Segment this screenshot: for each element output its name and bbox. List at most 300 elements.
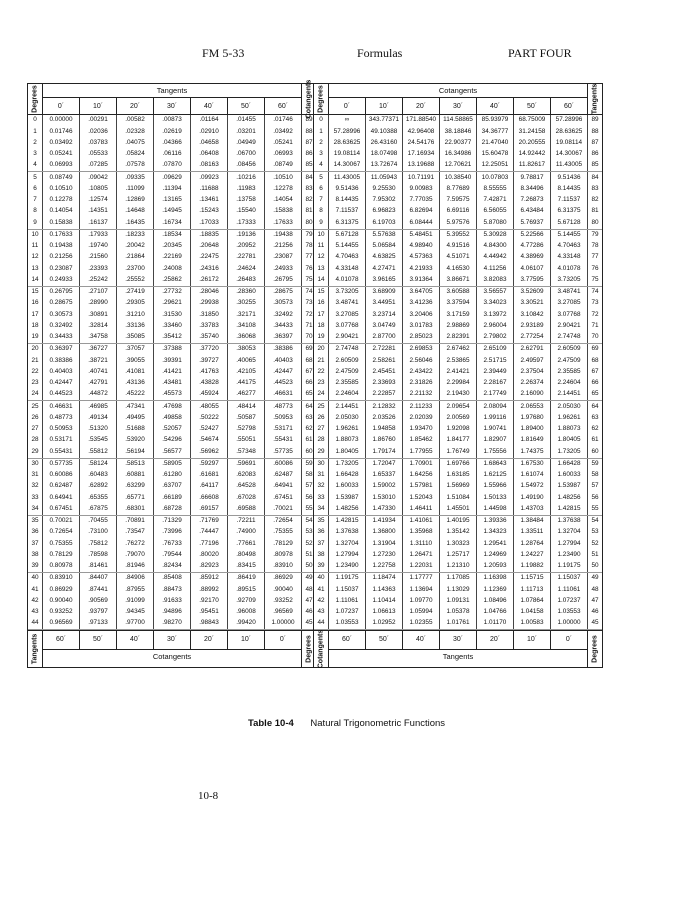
value-cell: 0.26795: [42, 287, 79, 298]
value-cell: 3.34023: [476, 298, 513, 309]
value-cell: 1.26471: [402, 550, 439, 561]
degree-cell: 42: [31, 596, 39, 604]
table-row: [28, 115, 316, 126]
minute-header: 10´: [79, 98, 116, 114]
table-row: [314, 184, 602, 195]
table-row: [28, 435, 316, 446]
value-cell: 4.77286: [513, 241, 550, 252]
value-cell: 0.28675: [42, 298, 79, 309]
value-cell: 8.77689: [439, 184, 476, 195]
degree-cell: 43: [31, 608, 39, 616]
cotangents-side-label: Cotangents: [314, 631, 329, 667]
value-cell: .55812: [79, 446, 116, 457]
table-row: [314, 126, 602, 137]
table-title: Tangents: [43, 84, 301, 98]
value-cell: .45222: [116, 389, 153, 400]
complement-degree-cell: 56: [301, 492, 316, 503]
value-cell: .41081: [116, 367, 153, 378]
table-row: [314, 355, 602, 366]
value-cell: 1.46411: [402, 504, 439, 515]
value-cell: 1.21310: [439, 561, 476, 572]
value-cell: 1.82907: [476, 435, 513, 446]
minute-footer: 30´: [153, 631, 190, 649]
complement-degree-cell: 76: [587, 263, 602, 274]
degree-cell: 31: [31, 471, 39, 479]
value-cell: .60086: [264, 459, 301, 470]
table-row: [314, 298, 602, 309]
value-cell: 0.53171: [42, 435, 79, 446]
value-cell: .01164: [190, 115, 227, 126]
value-cell: .82434: [153, 561, 190, 572]
value-cell: .47341: [116, 401, 153, 412]
value-cell: 1.07237: [328, 607, 365, 618]
table-row: [314, 378, 602, 389]
complement-degree-cell: 55: [301, 504, 316, 515]
degree-cell: 5: [319, 173, 323, 181]
value-cell: 4.01078: [328, 275, 365, 286]
table-row: [28, 230, 316, 241]
value-cell: 3.10842: [513, 309, 550, 320]
value-cell: 1.09770: [402, 596, 439, 607]
degree-cell: 6: [319, 184, 323, 192]
degree-cell: 11: [317, 242, 325, 250]
table-row: [314, 424, 602, 435]
tangents-table-footer: [28, 630, 316, 667]
value-cell: 1.32704: [550, 527, 587, 538]
value-cell: .36727: [79, 344, 116, 355]
value-cell: 1.08496: [476, 596, 513, 607]
value-cell: 2.09654: [439, 401, 476, 412]
value-cell: .13461: [190, 195, 227, 206]
complement-degree-cell: 53: [587, 527, 602, 538]
value-cell: 1.22758: [365, 561, 402, 572]
value-cell: 2.47509: [550, 355, 587, 366]
value-cell: .57348: [227, 446, 264, 457]
value-cell: .20952: [227, 241, 264, 252]
minute-columns-top: [43, 98, 301, 114]
value-cell: 0.00000: [42, 115, 79, 126]
value-cell: .05824: [116, 149, 153, 160]
value-cell: .39391: [153, 355, 190, 366]
complement-degree-cell: 81: [301, 206, 316, 217]
value-cell: .98843: [190, 618, 227, 629]
value-cell: 2.24604: [328, 389, 365, 400]
complement-degree-cell: 88: [587, 126, 602, 137]
degree-cell: 4: [33, 161, 37, 169]
complement-degree-cell: 57: [587, 481, 602, 492]
complement-degree-cell: 58: [587, 470, 602, 481]
value-cell: 2.98869: [439, 321, 476, 332]
value-cell: .30891: [79, 309, 116, 320]
value-cell: 1.31904: [365, 538, 402, 549]
value-cell: 1.89400: [513, 424, 550, 435]
table-body: [28, 115, 316, 630]
value-cell: 2.72281: [365, 344, 402, 355]
value-cell: .07870: [153, 160, 190, 171]
complement-degree-cell: 45: [301, 618, 316, 629]
value-cell: 1.49190: [513, 492, 550, 503]
value-cell: 1.42815: [550, 504, 587, 515]
value-cell: 2.77254: [513, 332, 550, 343]
value-cell: 4.11256: [476, 263, 513, 274]
value-cell: .23087: [264, 252, 301, 263]
value-cell: 0.80978: [42, 561, 79, 572]
value-cell: .57735: [264, 446, 301, 457]
value-cell: .55431: [264, 435, 301, 446]
value-cell: .79070: [116, 550, 153, 561]
value-cell: .40741: [79, 367, 116, 378]
value-cell: 0.40403: [42, 367, 79, 378]
degree-cell: 1: [319, 127, 323, 135]
value-cell: 0.67451: [42, 504, 79, 515]
value-cell: .71769: [190, 516, 227, 527]
value-cell: .40403: [264, 355, 301, 366]
table-row: [314, 607, 602, 618]
value-cell: 1.30323: [439, 538, 476, 549]
value-cell: 1.53987: [550, 481, 587, 492]
value-cell: 1.84177: [439, 435, 476, 446]
value-cell: .94345: [116, 607, 153, 618]
value-cell: 3.86671: [439, 275, 476, 286]
value-cell: 14.92442: [513, 149, 550, 160]
value-cell: .73547: [116, 527, 153, 538]
value-cell: 1.73205: [550, 446, 587, 457]
value-cell: 11.43005: [328, 172, 365, 183]
value-cell: .87955: [116, 584, 153, 595]
complement-degree-cell: 58: [301, 470, 316, 481]
value-cell: .24316: [190, 263, 227, 274]
value-cell: 0.62487: [42, 481, 79, 492]
value-cell: 1.23490: [328, 561, 365, 572]
value-cell: 1.70901: [402, 459, 439, 470]
complement-degree-cell: 52: [301, 538, 316, 549]
value-cell: 3.20406: [402, 309, 439, 320]
value-cell: 11.43005: [550, 160, 587, 171]
degree-cell: 27: [31, 425, 39, 433]
value-cell: .04366: [153, 138, 190, 149]
value-cell: 4.63825: [365, 252, 402, 263]
value-cell: .78129: [264, 538, 301, 549]
value-cell: 3.23714: [365, 309, 402, 320]
value-cell: 19.08114: [328, 149, 365, 160]
value-cell: 2.90421: [328, 332, 365, 343]
value-cell: 1.68643: [476, 459, 513, 470]
table-row: [28, 527, 316, 538]
value-cell: .70891: [116, 516, 153, 527]
value-cell: 0.50953: [42, 424, 79, 435]
value-cell: .15838: [264, 206, 301, 217]
degree-cell: 19: [31, 333, 39, 341]
value-cell: 1.88073: [550, 424, 587, 435]
value-cell: .00582: [116, 115, 153, 126]
value-cell: .36068: [227, 332, 264, 343]
value-cell: 1.93470: [402, 424, 439, 435]
table-row: [28, 378, 316, 389]
value-cell: 0.08749: [42, 172, 79, 183]
value-cell: 1.10414: [365, 596, 402, 607]
value-cell: .16435: [116, 217, 153, 228]
table-row: [28, 446, 316, 458]
table-row: [28, 573, 316, 584]
value-cell: .13165: [153, 195, 190, 206]
value-cell: .32171: [227, 309, 264, 320]
degree-cell: 34: [317, 504, 325, 512]
table-row: [314, 263, 602, 274]
value-cell: 2.43422: [402, 367, 439, 378]
complement-degree-cell: 69: [301, 344, 316, 355]
degree-cell: 25: [317, 402, 325, 410]
value-cell: .58124: [79, 459, 116, 470]
value-cell: 1.62125: [476, 470, 513, 481]
value-cell: 2.37504: [513, 367, 550, 378]
table-row: [28, 550, 316, 561]
table-row: [28, 138, 316, 149]
value-cell: .01746: [264, 115, 301, 126]
value-cell: .51688: [116, 424, 153, 435]
value-cell: .04658: [190, 138, 227, 149]
tangents-table-header: [28, 79, 316, 119]
degrees-label-top: Degrees: [28, 84, 43, 114]
table-title: Cotangents: [329, 84, 587, 98]
value-cell: 2.60509: [328, 355, 365, 366]
value-cell: 13.19688: [402, 160, 439, 171]
caption-label: Table 10-4: [248, 718, 294, 729]
table-row: [314, 389, 602, 401]
value-cell: 1.19175: [550, 561, 587, 572]
degree-cell: 16: [31, 299, 39, 307]
value-cell: 1.23490: [550, 550, 587, 561]
table-row: [28, 275, 316, 287]
value-cell: .38721: [79, 355, 116, 366]
table-row: [28, 126, 316, 137]
value-cell: .02910: [190, 126, 227, 137]
value-cell: 1.51084: [439, 492, 476, 503]
value-cell: 1.59002: [365, 481, 402, 492]
table-row: [314, 527, 602, 538]
value-cell: 0.60086: [42, 470, 79, 481]
value-cell: .00291: [79, 115, 116, 126]
value-cell: .80978: [264, 550, 301, 561]
table-row: [28, 538, 316, 549]
degree-cell: 25: [31, 402, 39, 410]
degree-cell: 39: [31, 562, 39, 570]
value-cell: .28046: [190, 287, 227, 298]
minute-header: 50´: [513, 98, 550, 114]
value-cell: .08456: [227, 160, 264, 171]
table-row: [314, 115, 602, 126]
value-cell: 2.90421: [550, 321, 587, 332]
value-cell: .15540: [227, 206, 264, 217]
value-cell: .48414: [227, 401, 264, 412]
value-cell: 0.96569: [42, 618, 79, 629]
complement-degree-cell: 59: [301, 459, 316, 470]
complement-degree-cell: 66: [587, 378, 602, 389]
value-cell: 4.06107: [513, 263, 550, 274]
table-bottom-title: Cotangents: [152, 651, 192, 661]
value-cell: .85912: [190, 573, 227, 584]
value-cell: .20648: [190, 241, 227, 252]
value-cell: 0.24933: [42, 275, 79, 286]
table-body: [314, 115, 602, 630]
value-cell: .65355: [79, 492, 116, 503]
page-number: 10-8: [198, 790, 219, 802]
table-row: [28, 355, 316, 366]
table-row: [314, 217, 602, 229]
value-cell: 1.11061: [550, 584, 587, 595]
table-row: [28, 584, 316, 595]
minute-columns-top: [329, 98, 587, 114]
value-cell: 1.03553: [550, 607, 587, 618]
value-cell: .31530: [153, 309, 190, 320]
complement-degree-cell: 62: [587, 424, 602, 435]
value-cell: 9.78817: [513, 172, 550, 183]
value-cell: 1.96261: [328, 424, 365, 435]
value-cell: 1.07864: [513, 596, 550, 607]
value-cell: 1.66428: [328, 470, 365, 481]
value-cell: 3.52609: [513, 287, 550, 298]
value-cell: 2.51715: [476, 355, 513, 366]
value-cell: .24008: [153, 263, 190, 274]
value-cell: .86929: [264, 573, 301, 584]
value-cell: .64941: [264, 481, 301, 492]
value-cell: .50222: [190, 413, 227, 424]
value-cell: 2.17749: [476, 389, 513, 400]
value-cell: 1.77955: [402, 446, 439, 457]
complement-degree-cell: 68: [301, 355, 316, 366]
complement-degree-cell: 46: [587, 607, 602, 618]
value-cell: 42.96408: [402, 126, 439, 137]
degree-cell: 43: [317, 608, 325, 616]
value-cell: 2.14451: [550, 389, 587, 400]
value-cell: 5.67128: [328, 230, 365, 241]
value-cell: 0.06993: [42, 160, 79, 171]
value-cell: .75355: [264, 527, 301, 538]
value-cell: 2.19430: [439, 389, 476, 400]
complement-degree-cell: 63: [301, 413, 316, 424]
value-cell: 2.33693: [365, 378, 402, 389]
value-cell: .54296: [153, 435, 190, 446]
value-cell: .95451: [190, 607, 227, 618]
value-cell: 0.21256: [42, 252, 79, 263]
value-cell: .90569: [79, 596, 116, 607]
value-cell: .46277: [227, 389, 264, 400]
value-cell: 1.56969: [439, 481, 476, 492]
value-cell: .93252: [264, 596, 301, 607]
complement-degree-cell: 49: [587, 573, 602, 584]
table-row: [28, 298, 316, 309]
value-cell: .77661: [227, 538, 264, 549]
value-cell: 1.45501: [439, 504, 476, 515]
value-cell: 0.12278: [42, 195, 79, 206]
value-cell: .10510: [264, 172, 301, 183]
value-cell: 1.02355: [402, 618, 439, 629]
degree-cell: 32: [317, 482, 325, 490]
table-row: [314, 446, 602, 458]
value-cell: .09629: [153, 172, 190, 183]
value-cell: 1.57981: [402, 481, 439, 492]
value-cell: 0.10510: [42, 184, 79, 195]
complement-degree-cell: 70: [301, 332, 316, 343]
complement-degree-cell: 61: [301, 435, 316, 446]
degrees-label-top: Degrees: [314, 84, 329, 114]
degree-cell: 33: [31, 493, 39, 501]
value-cell: 2.74748: [550, 332, 587, 343]
value-cell: 2.74748: [328, 344, 365, 355]
degree-cell: 7: [319, 196, 323, 204]
degree-cell: 12: [317, 253, 325, 261]
value-cell: 1.86760: [365, 435, 402, 446]
complement-degree-cell: 63: [587, 413, 602, 424]
complement-degree-cell: 50: [301, 561, 316, 572]
complement-degree-cell: 84: [587, 172, 602, 183]
complement-degree-cell: 77: [587, 252, 602, 263]
table-row: [314, 413, 602, 424]
value-cell: 2.87700: [365, 332, 402, 343]
value-cell: 17.16934: [402, 149, 439, 160]
value-cell: 3.73205: [328, 287, 365, 298]
degree-cell: 7: [33, 196, 37, 204]
value-cell: 6.08444: [402, 217, 439, 228]
degree-cell: 18: [317, 321, 325, 329]
header-part: PART FOUR: [508, 46, 572, 60]
table-row: [314, 561, 602, 573]
value-cell: .25242: [79, 275, 116, 286]
value-cell: 0.05241: [42, 149, 79, 160]
value-cell: 2.26374: [513, 378, 550, 389]
table-row: [314, 309, 602, 320]
value-cell: .82923: [190, 561, 227, 572]
value-cell: 57.28996: [328, 126, 365, 137]
complement-degree-cell: 67: [587, 367, 602, 378]
value-cell: 3.68909: [365, 287, 402, 298]
value-cell: 4.98940: [402, 241, 439, 252]
value-cell: 1.97680: [513, 413, 550, 424]
value-cell: 3.07768: [328, 321, 365, 332]
value-cell: 1.25717: [439, 550, 476, 561]
value-cell: .76272: [116, 538, 153, 549]
value-cell: .59691: [227, 459, 264, 470]
value-cell: 1.80405: [550, 435, 587, 446]
value-cell: 1.65337: [365, 470, 402, 481]
value-cell: .03201: [227, 126, 264, 137]
value-cell: 171.88540: [402, 115, 439, 126]
value-cell: 4.33148: [550, 252, 587, 263]
value-cell: 2.08094: [476, 401, 513, 412]
complement-degree-cell: 50: [587, 561, 602, 572]
minute-footer: 30´: [439, 631, 476, 649]
degree-cell: 44: [31, 619, 39, 627]
value-cell: 28.63625: [328, 138, 365, 149]
value-cell: 0.70021: [42, 516, 79, 527]
complement-degree-cell: 56: [587, 492, 602, 503]
value-cell: 14.30067: [550, 149, 587, 160]
value-cell: 1.24227: [513, 550, 550, 561]
table-caption: [248, 718, 445, 729]
table-row: [28, 184, 316, 195]
value-cell: 1.72047: [365, 459, 402, 470]
value-cell: 2.11233: [402, 401, 439, 412]
value-cell: .17033: [190, 217, 227, 228]
value-cell: 3.77595: [513, 275, 550, 286]
value-cell: .07285: [79, 160, 116, 171]
value-cell: 20.20555: [513, 138, 550, 149]
degree-cell: 5: [33, 173, 37, 181]
table-row: [28, 263, 316, 274]
value-cell: 0.19438: [42, 241, 79, 252]
minute-header: 0´: [57, 102, 65, 110]
value-cell: .06116: [153, 149, 190, 160]
value-cell: 1.37638: [550, 516, 587, 527]
